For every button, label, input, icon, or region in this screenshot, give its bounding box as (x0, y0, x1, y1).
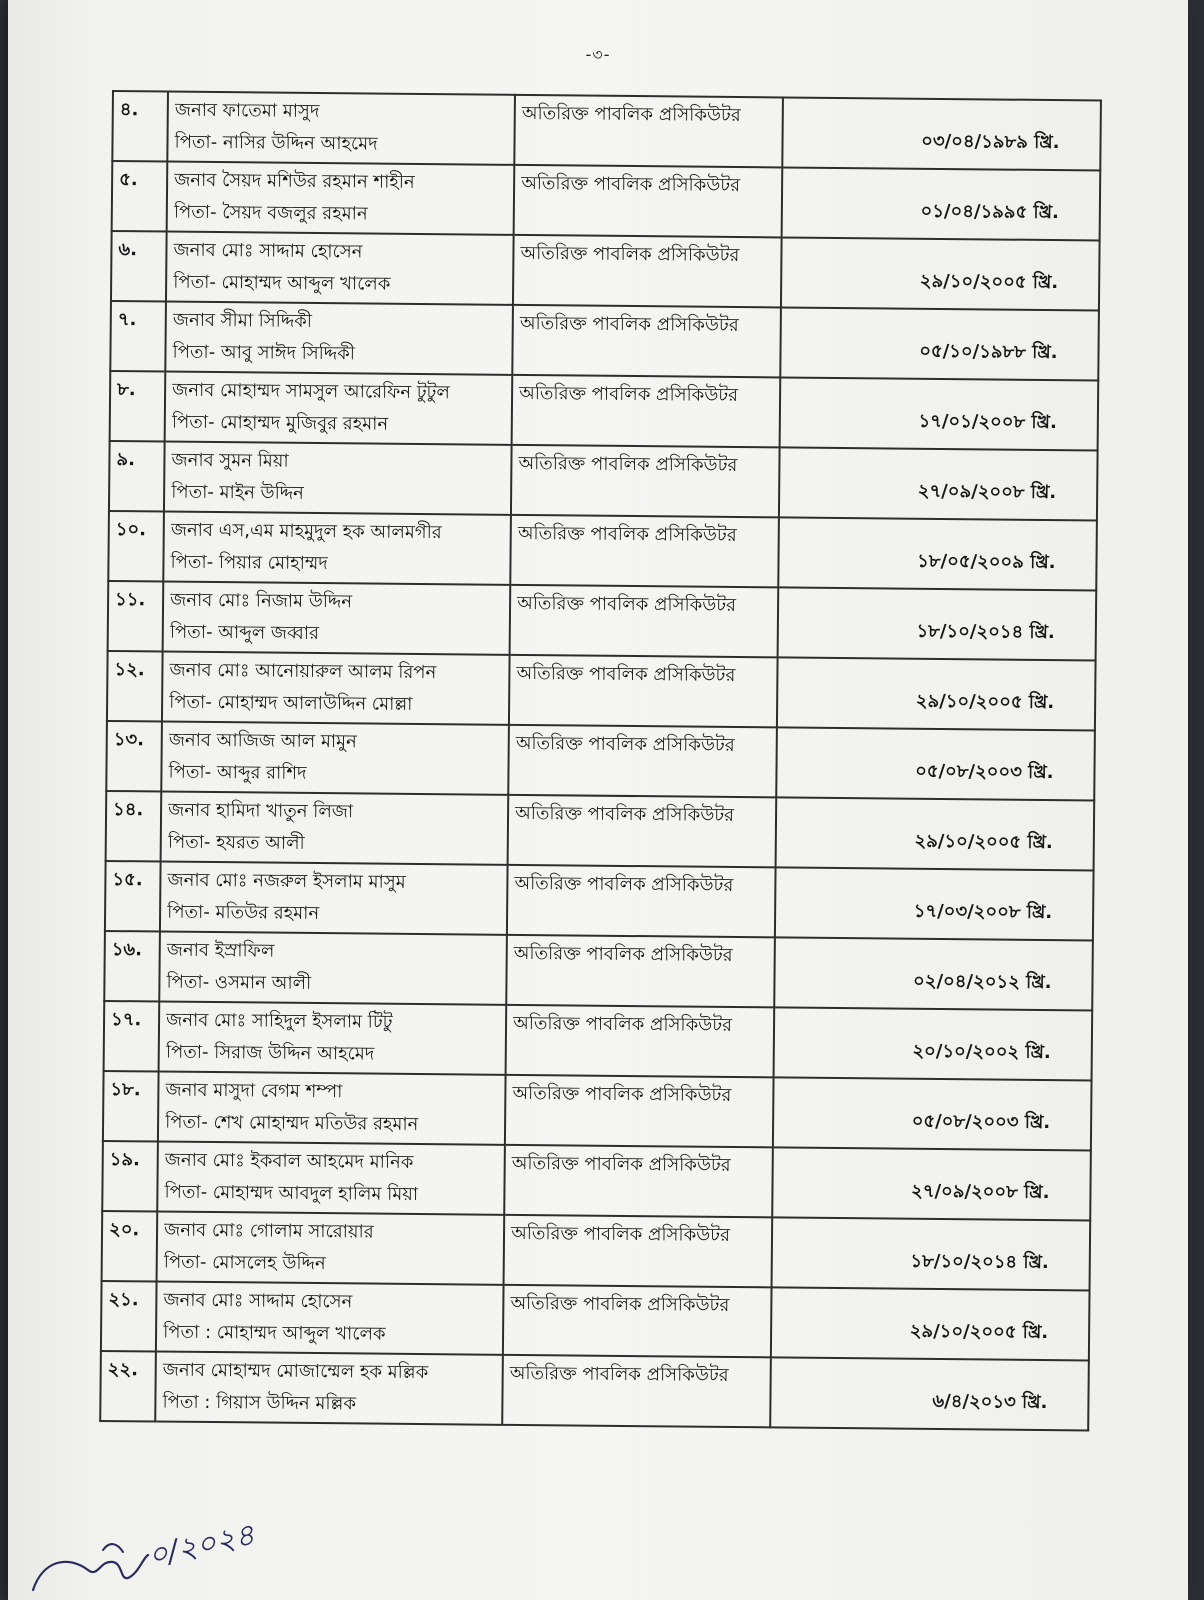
person-name: জনাব ফাতেমা মাসুদ (174, 99, 320, 122)
name-cell (165, 372, 513, 445)
handwritten-signature (28, 1500, 288, 1600)
table-row (111, 231, 1100, 310)
person-name: জনাব মাসুদা বেগম শম্পা (165, 1079, 343, 1103)
post-cell: অতিরিক্ত পাবলিক প্রসিকিউটর (506, 1005, 774, 1078)
date-cell: ০৫/০৮/২০০৩ খ্রি. (772, 1077, 1091, 1150)
father-name: পিতা- সিরাজ উদ্দিন আহমেদ (165, 1041, 375, 1065)
date-cell: ২৭/০৯/২০০৮ খ্রি. (772, 1147, 1091, 1220)
post-cell: অতিরিক্ত পাবলিক প্রসিকিউটর (503, 1285, 771, 1358)
father-name: পিতা- পিয়ার মোহাম্মদ (170, 551, 328, 575)
serial-cell: ১৮. (103, 1071, 159, 1142)
person-name: জনাব সীমা সিদ্দিকী (172, 309, 313, 332)
name-cell (167, 162, 515, 235)
father-name: পিতা : গিয়াস উদ্দিন মল্লিক (162, 1391, 357, 1415)
person-name: জনাব ইস্রাফিল (166, 939, 275, 962)
name-cell (157, 1211, 505, 1284)
date-cell: ০৫/০৮/২০০৩ খ্রি. (776, 727, 1095, 800)
serial-cell: ১৯. (102, 1141, 158, 1212)
table-row (108, 581, 1097, 660)
serial-cell: ১৫. (105, 861, 161, 932)
date-cell: ২৯/১০/২০০৫ খ্রি. (775, 797, 1094, 870)
father-name: পিতা- মোহাম্মদ আব্দুল খালেক (173, 271, 391, 295)
father-name: পিতা- মোহাম্মদ আবদুল হালিম মিয়া (164, 1181, 419, 1205)
date-cell: ২৯/১০/২০০৫ খ্রি. (780, 237, 1099, 310)
father-name: পিতা- মোসলেহ উদ্দিন (163, 1251, 326, 1275)
date-cell: ১৮/১০/২০১৪ খ্রি. (777, 587, 1096, 660)
table-row (106, 791, 1095, 870)
appointee-table (99, 90, 1102, 1431)
serial-cell: ১৭. (104, 1001, 160, 1072)
date-cell: ১৭/০৩/২০০৮ খ্রি. (774, 867, 1093, 940)
father-name: পিতা- মোহাম্মদ আলাউদ্দিন মোল্লা (169, 691, 413, 715)
name-cell (161, 792, 509, 865)
post-cell: অতিরিক্ত পাবলিক প্রসিকিউটর (511, 445, 779, 518)
person-name: জনাব মোহাম্মদ সামসুল আরেফিন টুটুল (172, 379, 450, 404)
table-row (112, 91, 1101, 170)
date-cell: ০২/০৪/২০১২ খ্রি. (774, 937, 1093, 1010)
date-cell: ০১/০৪/১৯৯৫ খ্রি. (781, 167, 1100, 240)
name-cell (156, 1281, 504, 1354)
post-cell: অতিরিক্ত পাবলিক প্রসিকিউটর (504, 1145, 772, 1218)
table-row (104, 931, 1093, 1010)
serial-cell: ২২. (100, 1351, 156, 1422)
post-cell: অতিরিক্ত পাবলিক প্রসিকিউটর (507, 865, 775, 938)
date-cell: ১৮/১০/২০১৪ খ্রি. (771, 1217, 1090, 1290)
person-name: জনাব মোঃ সাদ্দাম হোসেন (173, 239, 363, 263)
signature-date: ০/২০২৪ (145, 1517, 258, 1574)
table-row (110, 371, 1099, 450)
table-row (102, 1141, 1091, 1220)
serial-cell: ৭. (110, 301, 166, 372)
date-cell: ২৭/০৯/২০০৮ খ্রি. (778, 447, 1097, 520)
post-cell: অতিরিক্ত পাবলিক প্রসিকিউটর (512, 375, 780, 448)
signature-flourish (103, 1544, 123, 1552)
date-cell: ০৩/০৪/১৯৮৯ খ্রি. (782, 97, 1101, 170)
signature-stroke (33, 1555, 148, 1590)
table-row (103, 1071, 1092, 1150)
date-cell: ৬/৪/২০১৩ খ্রি. (770, 1357, 1089, 1430)
person-name: জনাব আজিজ আল মামুন (168, 729, 357, 753)
table-row (106, 721, 1095, 800)
person-name: জনাব সুমন মিয়া (171, 449, 289, 472)
name-cell (160, 862, 508, 935)
name-cell (165, 302, 513, 375)
serial-cell: ১১. (108, 581, 164, 652)
post-cell: অতিরিক্ত পাবলিক প্রসিকিউটর (506, 935, 774, 1008)
person-name: জনাব মোঃ ইকবাল আহমেদ মানিক (164, 1149, 414, 1173)
post-cell: অতিরিক্ত পাবলিক প্রসিকিউটর (505, 1075, 773, 1148)
table-row (112, 161, 1101, 240)
name-cell (166, 232, 514, 305)
date-cell: ০৫/১০/১৯৮৮ খ্রি. (780, 307, 1099, 380)
date-cell: ১৮/০৫/২০০৯ খ্রি. (778, 517, 1097, 590)
person-name: জনাব মোঃ নিজাম উদ্দিন (170, 589, 353, 613)
post-cell: অতিরিক্ত পাবলিক প্রসিকিউটর (508, 725, 776, 798)
table-row (101, 1281, 1090, 1360)
date-cell: ২০/১০/২০০২ খ্রি. (773, 1007, 1092, 1080)
serial-cell: ৪. (112, 91, 168, 162)
father-name: পিতা- নাসির উদ্দিন আহমেদ (174, 131, 378, 155)
page-number: -৩- (585, 45, 611, 64)
post-cell: অতিরিক্ত পাবলিক প্রসিকিউটর (504, 1215, 772, 1288)
name-cell (158, 1071, 506, 1144)
father-name: পিতা : মোহাম্মদ আব্দুল খালেক (163, 1321, 386, 1345)
father-name: পিতা- সৈয়দ বজলুর রহমান (173, 201, 368, 225)
date-cell: ২৯/১০/২০০৫ খ্রি. (770, 1287, 1089, 1360)
table-row (108, 511, 1097, 590)
serial-cell: ৮. (110, 371, 166, 442)
date-cell: ১৭/০১/২০০৮ খ্রি. (779, 377, 1098, 450)
name-cell (159, 1001, 507, 1074)
serial-cell: ২১. (101, 1281, 157, 1352)
post-cell: অতিরিক্ত পাবলিক প্রসিকিউটর (514, 95, 782, 168)
serial-cell: ১২. (107, 651, 163, 722)
person-name: জনাব মোহাম্মদ মোজাম্মেল হক মল্লিক (162, 1359, 429, 1384)
father-name: পিতা- আব্দুল জব্বার (169, 621, 320, 645)
person-name: জনাব সৈয়দ মশিউর রহমান শাহীন (174, 169, 415, 193)
father-name: পিতা- আব্দুর রাশিদ (168, 761, 307, 784)
table-row (100, 1351, 1089, 1430)
post-cell: অতিরিক্ত পাবলিক প্রসিকিউটর (514, 165, 782, 238)
post-cell: অতিরিক্ত পাবলিক প্রসিকিউটর (512, 305, 780, 378)
father-name: পিতা- শেখ মোহাম্মদ মতিউর রহমান (165, 1111, 419, 1135)
post-cell: অতিরিক্ত পাবলিক প্রসিকিউটর (510, 585, 778, 658)
table-row (104, 1001, 1093, 1080)
father-name: পিতা- হযরত আলী (167, 831, 305, 854)
father-name: পিতা- ওসমান আলী (166, 971, 312, 994)
table-row (109, 441, 1098, 520)
person-name: জনাব মোঃ নজরুল ইসলাম মাসুম (167, 869, 406, 893)
person-name: জনাব এস,এম মাহমুদুল হক আলমগীর (170, 519, 442, 544)
table-row (105, 861, 1094, 940)
father-name: পিতা- মাইন উদ্দিন (171, 481, 304, 504)
table-row (102, 1211, 1091, 1290)
table-row (107, 651, 1096, 730)
person-name: জনাব মোঃ আনোয়ারুল আলম রিপন (169, 659, 437, 684)
serial-cell: ১৬. (104, 931, 160, 1002)
name-cell (167, 92, 515, 165)
name-cell (162, 652, 510, 725)
serial-cell: ৯. (109, 441, 165, 512)
name-cell (161, 722, 509, 795)
serial-cell: ১০. (108, 511, 164, 582)
name-cell (163, 582, 511, 655)
name-cell (157, 1141, 505, 1214)
document-page (8, 0, 1188, 1600)
name-cell (155, 1351, 503, 1424)
person-name: জনাব মোঃ গোলাম সারোয়ার (164, 1219, 374, 1243)
father-name: পিতা- আবু সাঈদ সিদ্দিকী (172, 341, 356, 365)
serial-cell: ২০. (102, 1211, 158, 1282)
post-cell: অতিরিক্ত পাবলিক প্রসিকিউটর (513, 235, 781, 308)
table-row (110, 301, 1099, 380)
person-name: জনাব হামিদা খাতুন লিজা (168, 799, 354, 823)
serial-cell: ১৪. (106, 791, 162, 862)
serial-cell: ৬. (111, 231, 167, 302)
father-name: পিতা- মতিউর রহমান (167, 901, 320, 925)
name-cell (163, 512, 511, 585)
person-name: জনাব মোঃ সাহিদুল ইসলাম টিটু (166, 1009, 393, 1033)
post-cell: অতিরিক্ত পাবলিক প্রসিকিউটর (510, 515, 778, 588)
table-body (100, 91, 1101, 1430)
post-cell: অতিরিক্ত পাবলিক প্রসিকিউটর (508, 795, 776, 868)
name-cell (164, 442, 512, 515)
person-name: জনাব মোঃ সাদ্দাম হোসেন (163, 1289, 353, 1313)
date-cell: ২৯/১০/২০০৫ খ্রি. (776, 657, 1095, 730)
father-name: পিতা- মোহাম্মদ মুজিবুর রহমান (171, 411, 389, 435)
post-cell: অতিরিক্ত পাবলিক প্রসিকিউটর (502, 1355, 770, 1428)
serial-cell: ৫. (112, 161, 168, 232)
post-cell: অতিরিক্ত পাবলিক প্রসিকিউটর (509, 655, 777, 728)
name-cell (159, 931, 507, 1004)
serial-cell: ১৩. (106, 721, 162, 792)
